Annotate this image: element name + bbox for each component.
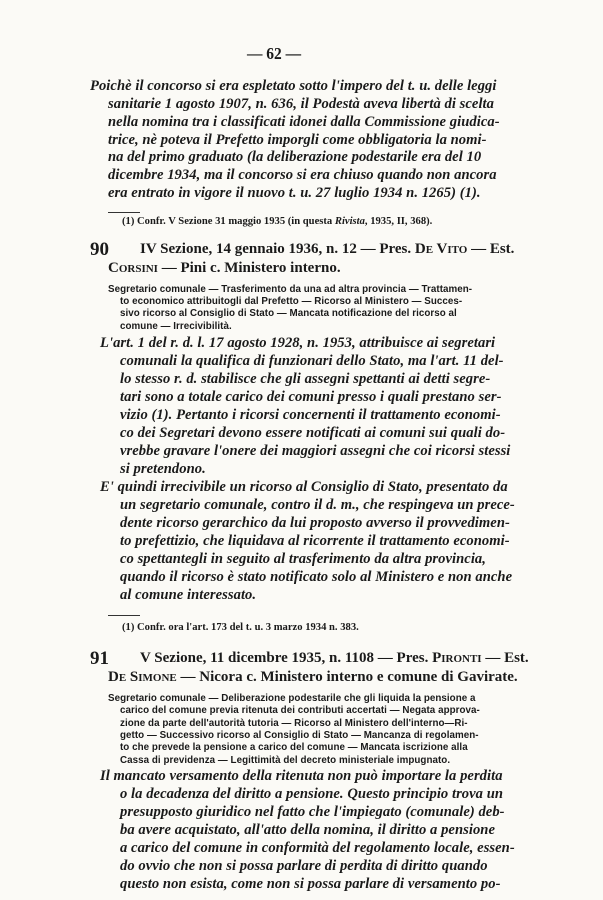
case-91-body-line-2: o la decadenza del diritto a pensione. Questo principio trova un: [120, 785, 504, 802]
case-90-number: 90: [90, 239, 109, 261]
top-paragraph-line-5: na del primo graduato (la deliberazione podestarile era del 10: [108, 148, 482, 165]
case-90-body-line-2: comunali la qualifica di funzionari dello Stato, ma l'art. 11 del-: [120, 352, 504, 369]
case-90-body-line-11: dente ricorso gerarchico da lui proposto avverso il provvedimen-: [120, 514, 510, 531]
footnote-2: (1) Confr. ora l'art. 173 del t. u. 3 marzo 1934 n. 383.: [122, 621, 359, 633]
case-90-body-line-9: E' quindi irrecivibile un ricorso al Consiglio di Stato, presentato da: [100, 478, 508, 495]
case-91-body-line-4: ba avere acquistato, all'atto della nomina, il diritto a pensione: [120, 821, 495, 838]
case-91-summary-line-3: zione da parte dell'autorità tutoria — Ricorso al Ministero dell'interno—Ri-: [120, 717, 468, 729]
footnote-1: (1) Confr. V Sezione 31 maggio 1935 (in questa Rivista, 1935, II, 368).: [122, 216, 433, 228]
case-90-body-line-5: vizio (1). Pertanto i ricorsi concernenti il trattamento economi-: [120, 406, 501, 423]
case-90-body-line-4: tari sono a totale carico dei comuni presso i quali prestano ser-: [120, 388, 502, 405]
case-91-heading-line-2: De Simone — Nicora c. Ministero interno e comune di Gavirate.: [108, 669, 518, 686]
case-91-rapporteur: De Simone: [108, 669, 177, 686]
case-91-body-line-7: questo non esista, come non si possa parlare di versamento po-: [120, 875, 501, 892]
case-90-body-line-7: vrebbe gravare l'onere dei maggiori assegni che coi ricorsi stessi: [120, 442, 511, 459]
case-91-body-line-1: Il mancato versamento della ritenuta non può importare la perdita: [100, 767, 503, 784]
case-90-body-line-6: co dei Segretari devono essere notificati ai comuni sui quali do-: [120, 424, 506, 441]
top-paragraph-line-7: era entrato in vigore il nuovo t. u. 27 luglio 1934 n. 1265) (1).: [108, 185, 481, 201]
case-91-summary-line-5: to che prevede la pensione a carico del comune — Mancata iscrizione alla: [120, 742, 468, 754]
case-91-body-line-6: do ovvio che non si possa parlare di perdita di diritto quando: [120, 857, 488, 874]
case-90-heading-line-1: IV Sezione, 14 gennaio 1936, n. 12 — Pres. De Vito — Est.: [140, 240, 515, 257]
case-90-summary-line-2: to economico attribuitogli dal Prefetto — Ricorso al Ministero — Succes-: [120, 295, 463, 307]
top-paragraph-line-1: Poichè il concorso si era espletato sotto l'impero del t. u. delle leggi: [90, 77, 497, 94]
case-91-body-line-5: a carico del comune in conformità del regolamento locale, essen-: [120, 839, 515, 856]
case-91-summary-line-6: Cassa di previdenza — Legittimità del decreto ministeriale impugnato.: [120, 754, 451, 766]
case-91-summary-line-1: Segretario comunale — Deliberazione podestarile che gli liquida la pensione a: [108, 692, 476, 704]
case-90-body-line-14: quando il ricorso è stato notificato solo al Ministero e non anche: [120, 568, 513, 585]
case-90-body-line-10: un segretario comunale, contro il d. m., che respingeva un prece-: [120, 496, 515, 513]
top-paragraph-line-6: dicembre 1934, ma il concorso si era chiuso quando non ancora: [108, 166, 497, 183]
case-90-body-line-13: co spettantegli in seguito al trasferimento da altra provincia,: [120, 550, 486, 567]
footnote-divider: [108, 212, 140, 213]
case-90-body-line-1: L'art. 1 del r. d. l. 17 agosto 1928, n. 1953, attribuisce ai segretari: [100, 334, 496, 351]
case-91-heading-line-1: V Sezione, 11 dicembre 1935, n. 1108 — Pres. Pironti — Est.: [140, 650, 529, 667]
case-90-summary-line-1: Segretario comunale — Trasferimento da una ad altra provincia — Trattamen-: [108, 283, 473, 295]
case-90-body-line-8: si pretendono.: [120, 460, 206, 477]
case-90-heading-line-2: Corsini — Pini c. Ministero interno.: [108, 259, 341, 276]
case-91-number: 91: [90, 648, 109, 670]
case-90-body-line-15: al comune interessato.: [120, 586, 257, 603]
case-90-body-line-12: to prefettizio, che liquidava al ricorrente il trattamento economi-: [120, 532, 510, 549]
case-90-rapporteur: Corsini: [108, 259, 158, 276]
case-91-summary-line-4: getto — Successivo ricorso al Consiglio di Stato — Mancanza di regolamen-: [120, 729, 479, 741]
journal-title: Rivista: [334, 216, 365, 228]
case-90-summary-line-3: sivo ricorso al Consiglio di Stato — Mancata notificazione del ricorso al: [120, 308, 457, 320]
page-number: — 62 —: [246, 43, 302, 63]
case-90-body-line-3: lo stesso r. d. stabilisce che gli assegni spettanti ai detti segre-: [120, 370, 491, 387]
case-90-president: De Vito: [414, 240, 468, 257]
case-91-president: Pironti: [432, 650, 482, 667]
case-90-summary-line-4: comune — Irrecivibilità.: [120, 320, 232, 332]
top-paragraph-line-2: sanitarie 1 agosto 1907, n. 636, il Podestà aveva libertà di scelta: [108, 95, 495, 112]
case-91-body-line-3: presupposto giuridico nel fatto che l'impiegato (comunale) deb-: [120, 803, 505, 820]
footnote-divider-2: [108, 615, 140, 616]
top-paragraph-line-4: trice, nè poteva il Prefetto imporgli come obbligatoria la nomi-: [108, 131, 487, 148]
case-91-summary-line-2: carico del comune previa ritenuta dei contributi accertati — Negata approva-: [120, 705, 480, 717]
top-paragraph-line-3: nella nomina tra i classificati idonei dalla Commissione giudica-: [108, 113, 500, 130]
